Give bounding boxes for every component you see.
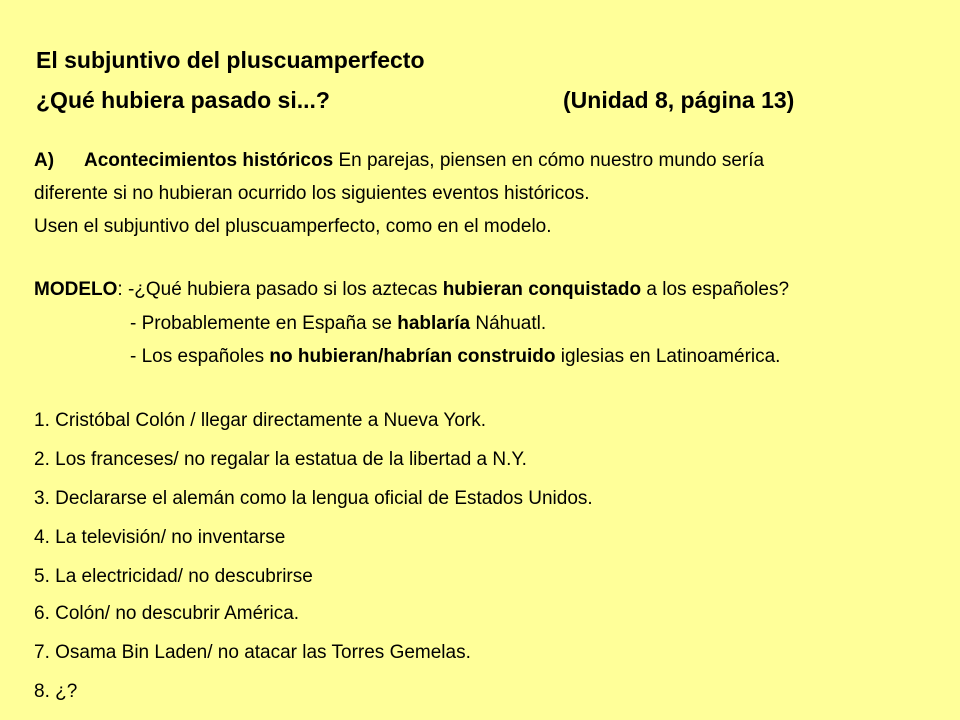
modelo-answer-2 <box>130 345 780 369</box>
modelo-a2-post: iglesias en Latinoamérica. <box>555 346 781 367</box>
modelo-q-pre: : -¿Qué hubiera pasado si los aztecas <box>117 279 443 300</box>
section-a-text-2: diferente si no hubieran ocurrido los siguientes eventos históricos. <box>34 183 590 204</box>
modelo-question <box>34 278 789 302</box>
list-item: 8. ¿? <box>34 681 78 702</box>
section-a-heading: Acontecimientos históricos <box>84 150 334 171</box>
list-item: 7. Osama Bin Laden/ no atacar las Torres Gemelas. <box>34 642 471 663</box>
modelo-q-post: a los españoles? <box>641 279 790 300</box>
modelo-a2-bold: no hubieran/habrían construido <box>269 346 556 367</box>
modelo-answer-1 <box>130 312 546 336</box>
slide-subtitle: ¿Qué hubiera pasado si...? <box>36 87 330 113</box>
unit-reference: (Unidad 8, página 13) <box>563 87 795 113</box>
slide-subtitle-row <box>36 86 795 114</box>
modelo-a1-pre: - Probablemente en España se <box>130 313 398 334</box>
section-a-line-3 <box>34 215 552 239</box>
modelo-q-bold: hubieran conquistado <box>442 279 642 300</box>
list-item: 5. La electricidad/ no descubrirse <box>34 566 313 587</box>
modelo-a2-pre: - Los españoles <box>130 346 270 367</box>
modelo-a1-bold: hablaría <box>397 313 471 334</box>
section-a-line-1 <box>34 149 764 173</box>
modelo-label: MODELO <box>34 279 118 300</box>
modelo-a1-post: Náhuatl. <box>470 313 547 334</box>
slide-title: El subjuntivo del pluscuamperfecto <box>36 47 425 73</box>
section-a-text-3: Usen el subjuntivo del pluscuamperfecto, como en el modelo. <box>34 216 552 237</box>
list-item: 3. Declararse el alemán como la lengua oficial de Estados Unidos. <box>34 488 593 509</box>
list-item: 2. Los franceses/ no regalar la estatua de la libertad a N.Y. <box>34 449 527 470</box>
section-a-text-1: En parejas, piensen en cómo nuestro mundo sería <box>333 150 765 171</box>
list-item: 4. La televisión/ no inventarse <box>34 527 286 548</box>
list-item: 1. Cristóbal Colón / llegar directamente a Nueva York. <box>34 410 487 431</box>
section-a-label: A) <box>34 150 55 171</box>
section-a-line-2 <box>34 182 590 206</box>
list-item: 6. Colón/ no descubrir América. <box>34 603 300 624</box>
